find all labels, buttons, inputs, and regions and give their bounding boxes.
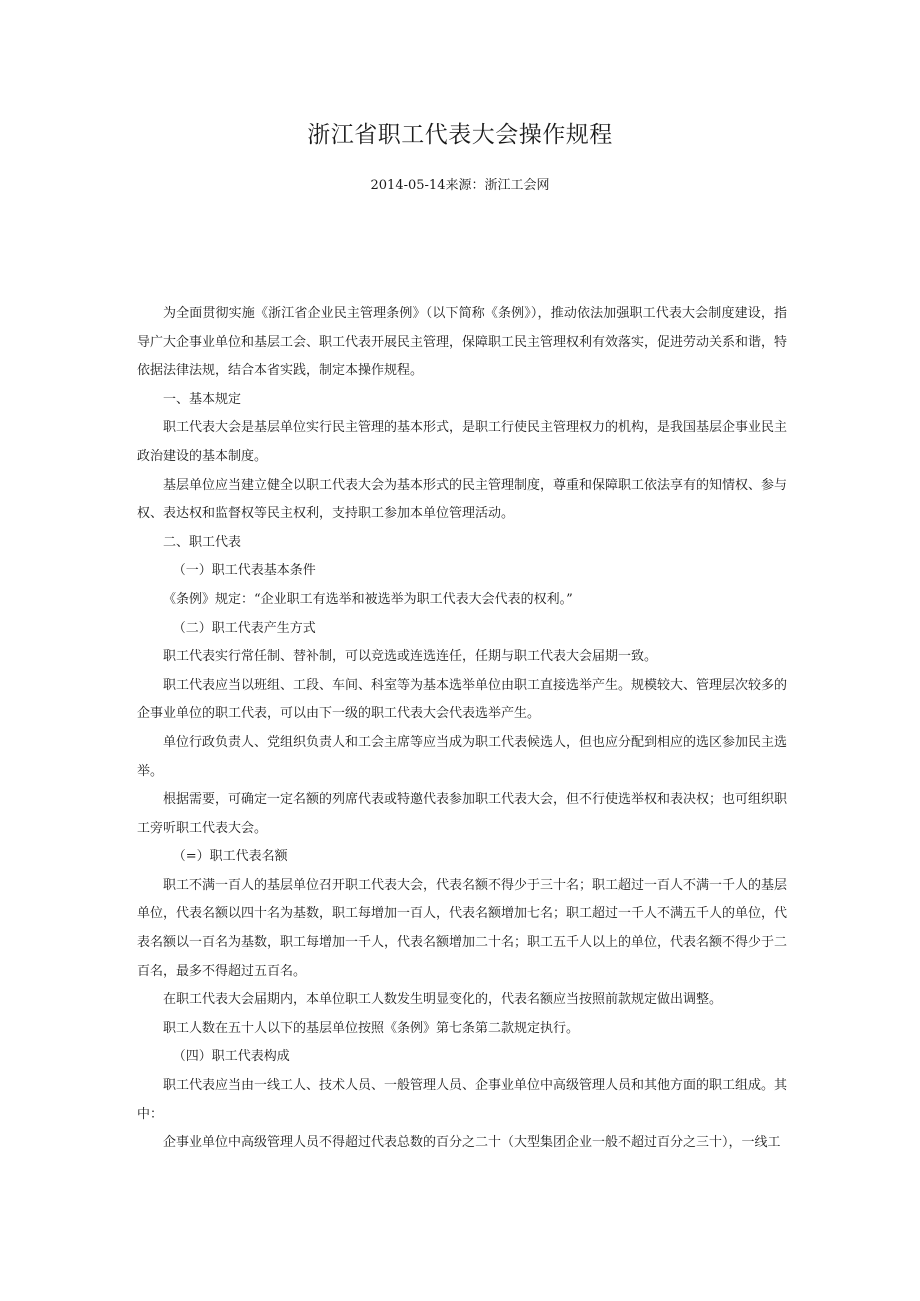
paragraph: 《条例》规定：“企业职工有选举和被选举为职工代表大会代表的权利。” [163, 591, 573, 607]
section-heading: 一、基本规定 [163, 391, 242, 407]
subsection-heading: （=）职工代表名额 [172, 849, 288, 865]
paragraph: 根据需要，可确定一定名额的列席代表或特邀代表参加职工代表大会，但不行使选举权和表决权；也可组织职工旁听职工代表大会。 [137, 792, 788, 836]
paragraph: 单位行政负责人、党组织负责人和工会主席等应当成为职工代表候选人，但也应分配到相应的选区参加民主选举。 [137, 734, 788, 779]
section-heading: 二、职工代表 [163, 534, 242, 550]
paragraph: 职工代表实行常任制、替补制，可以竞选或连选连任，任期与职工代表大会届期一致。 [163, 649, 658, 665]
paragraph: 企事业单位中高级管理人员不得超过代表总数的百分之二十（大型集团企业一般不超过百分之三十），一线工 [163, 1135, 781, 1151]
paragraph: 职工人数在五十人以下的基层单位按照《条例》第七条第二款规定执行。 [163, 1020, 580, 1036]
subsection-heading: （四）职工代表构成 [172, 1049, 290, 1065]
subsection-heading: （二）职工代表产生方式 [172, 620, 316, 636]
paragraph: 职工不满一百人的基层单位召开职工代表大会，代表名额不得少于三十名；职工超过一百人不满一千人的基层单位，代表名额以四十名为基数，职工每增加一百人，代表名额增加七名；职工超过一千人不满五千人的单位，代表名额以一百名为基数，职工每增加一千人，代表名额增加二十名；职工五千人以上的单位，代表名额不得少于二百名，最多不得超过五百名。 [137, 877, 788, 979]
paragraph: 职工代表大会是基层单位实行民主管理的基本形式，是职工行使民主管理权力的机构，是我国基层企事业民主政治建设的基本制度。 [137, 420, 788, 464]
document-title: 浙江省职工代表大会操作规程 [307, 122, 613, 148]
paragraph: 基层单位应当建立健全以职工代表大会为基本形式的民主管理制度，尊重和保障职工依法享有的知情权、参与权、表达权和监督权等民主权利，支持职工参加本单位管理活动。 [137, 477, 788, 522]
document-body [137, 300, 787, 1158]
paragraph: 在职工代表大会届期内，本单位职工人数发生明显变化的，代表名额应当按照前款规定做出调整。 [163, 992, 723, 1008]
paragraph: 职工代表应当以班组、工段、车间、科室等为基本选举单位由职工直接选举产生。规模较大、管理层次较多的企事业单位的职工代表，可以由下一级的职工代表大会代表选举产生。 [137, 677, 788, 722]
paragraph: 为全面贯彻实施《浙江省企业民主管理条例》（以下简称《条例》），推动依法加强职工代表大会制度建设，指导广大企事业单位和基层工会、职工代表开展民主管理，保障职工民主管理权利有效落实，促进劳动关系和谐，特依据法律法规，结合本省实践，制定本操作规程。 [137, 306, 788, 379]
subsection-heading: （一）职工代表基本条件 [172, 563, 316, 579]
publish-meta: 2014-05-14来源：浙江工会网 [370, 178, 550, 193]
paragraph: 职工代表应当由一线工人、技术人员、一般管理人员、企事业单位中高级管理人员和其他方面的职工组成。其中： [137, 1078, 788, 1122]
